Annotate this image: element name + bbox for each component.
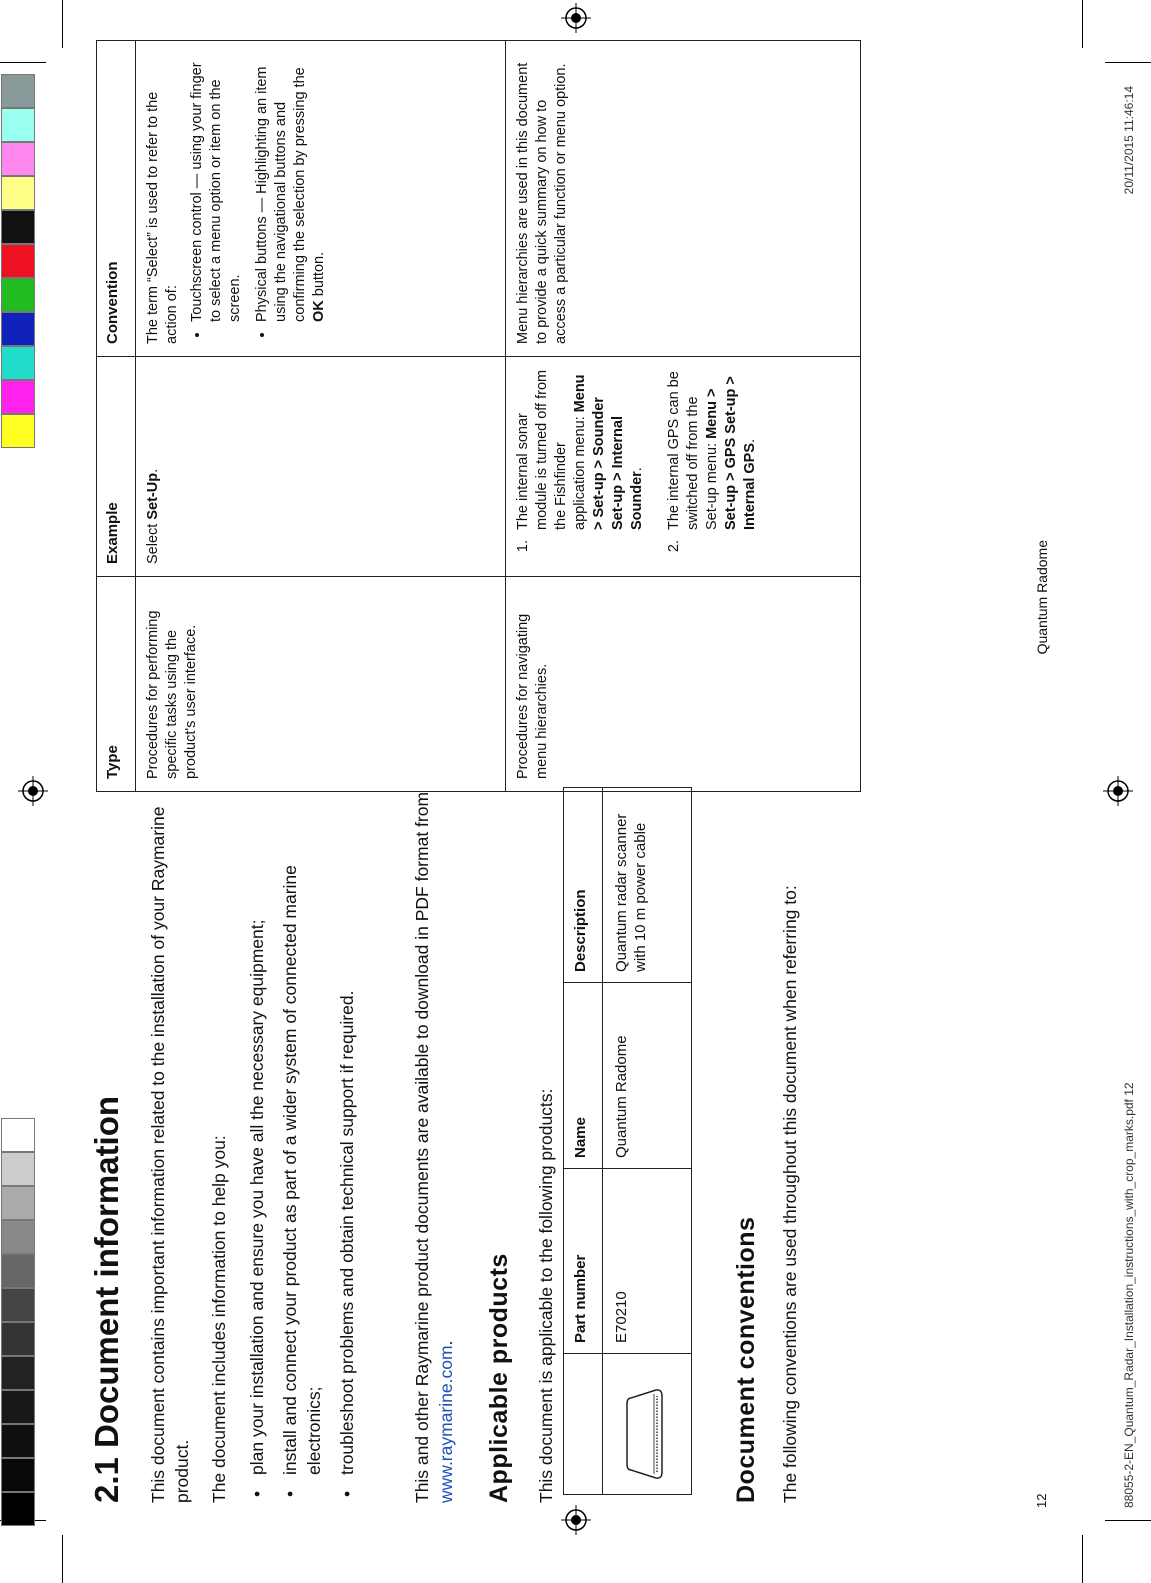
type-cell: Procedures for performing specific tasks using the product's user interface. <box>136 577 506 792</box>
document-conventions-heading: Document conventions <box>732 1216 760 1503</box>
column-header: Type <box>97 577 136 792</box>
convention-intro: The term “Select” is used to refer to the action of: <box>145 91 180 344</box>
includes-intro: The document includes information to help you: <box>209 1135 229 1503</box>
conventions-intro: The following conventions are used throughout this document when referring to: <box>780 885 800 1503</box>
download-text: This and other Raymarine product documents are available to download in PDF format from <box>412 791 432 1503</box>
download-end: . <box>436 1340 456 1346</box>
example-text: . <box>629 467 645 472</box>
column-header: Part number <box>564 1169 603 1354</box>
example-text: . <box>742 438 758 443</box>
conventions-table <box>96 40 861 792</box>
applicable-products-heading: Applicable products <box>485 1253 513 1503</box>
convention-cell: Menu hierarchies are used in this document to provide a quick summary on how to access a particular function or menu option. <box>506 41 861 357</box>
example-text: The internal sonar module is turned off from the Fishfinder application menu: <box>515 369 588 530</box>
example-item <box>665 369 760 536</box>
footer-product: Quantum Radome <box>1034 540 1050 655</box>
type-cell: Procedures for navigating menu hierarchies. <box>506 577 861 792</box>
help-list <box>245 783 368 1503</box>
table-header-row <box>97 41 136 792</box>
page-title: 2.1 Document information <box>88 1095 125 1503</box>
column-header: Name <box>564 983 603 1169</box>
applicable-intro: This document is applicable to the following products: <box>536 1088 556 1503</box>
products-table <box>563 787 692 1495</box>
example-bold: Set-Up <box>145 472 161 520</box>
menu-path: Menu > Set-up > Sounder Set-up > Internal Sounder <box>572 374 645 530</box>
convention-item <box>253 53 329 322</box>
description-cell: Quantum radar scanner with 10 m power cable <box>603 788 692 983</box>
help-item: • troubleshoot problems and obtain technical support if required. <box>335 783 359 1503</box>
menu-path: Menu > Set-up > GPS Set-up > Internal GPS <box>704 376 758 530</box>
column-header: Convention <box>97 41 136 357</box>
table-header-row <box>564 788 603 1495</box>
convention-cell <box>136 41 506 357</box>
example-cell <box>506 357 861 577</box>
raymarine-link[interactable]: www.raymarine.com <box>436 1345 456 1503</box>
timestamp: 20/11/2015 11:46:14 <box>1122 86 1136 195</box>
convention-item: • Touchscreen control — using your finger to select a menu option or item on the screen. <box>188 53 245 322</box>
example-item <box>514 369 647 536</box>
example-text: . <box>145 468 161 473</box>
example-text: Select <box>145 519 161 564</box>
convention-list <box>188 53 329 344</box>
column-header: Description <box>564 788 603 983</box>
convention-text: Physical buttons — Highlighting an item using the navigational buttons and confirming the selection by pressing the <box>254 66 308 322</box>
help-item: • install and connect your product as part of a wider system of connected marine electronics; <box>278 783 326 1503</box>
example-cell <box>136 357 506 577</box>
name-cell: Quantum Radome <box>603 983 692 1169</box>
help-item: • plan your installation and ensure you have all the necessary equipment; <box>245 783 269 1503</box>
table-row <box>603 788 692 1495</box>
example-text: The internal GPS can be switched off from the Set-up menu: <box>666 371 720 530</box>
ok-label: OK <box>311 300 327 322</box>
column-header: Example <box>97 357 136 577</box>
page-number: 12 <box>1034 1493 1049 1508</box>
product-image-cell <box>603 1354 692 1495</box>
intro-paragraph: This document contains important information related to the installation of your Raymarine product. <box>148 806 192 1503</box>
table-row <box>136 41 506 792</box>
example-list <box>514 369 760 564</box>
file-info: 88055-2-EN_Quantum_Radar_Installation_instructions_with_crop_marks.pdf 12 <box>1122 1082 1136 1508</box>
radome-icon <box>622 1384 668 1484</box>
table-row <box>506 41 861 792</box>
download-paragraph <box>410 783 458 1503</box>
part-number-cell: E70210 <box>603 1169 692 1354</box>
column-header <box>564 1354 603 1495</box>
convention-text: button. <box>311 251 327 301</box>
